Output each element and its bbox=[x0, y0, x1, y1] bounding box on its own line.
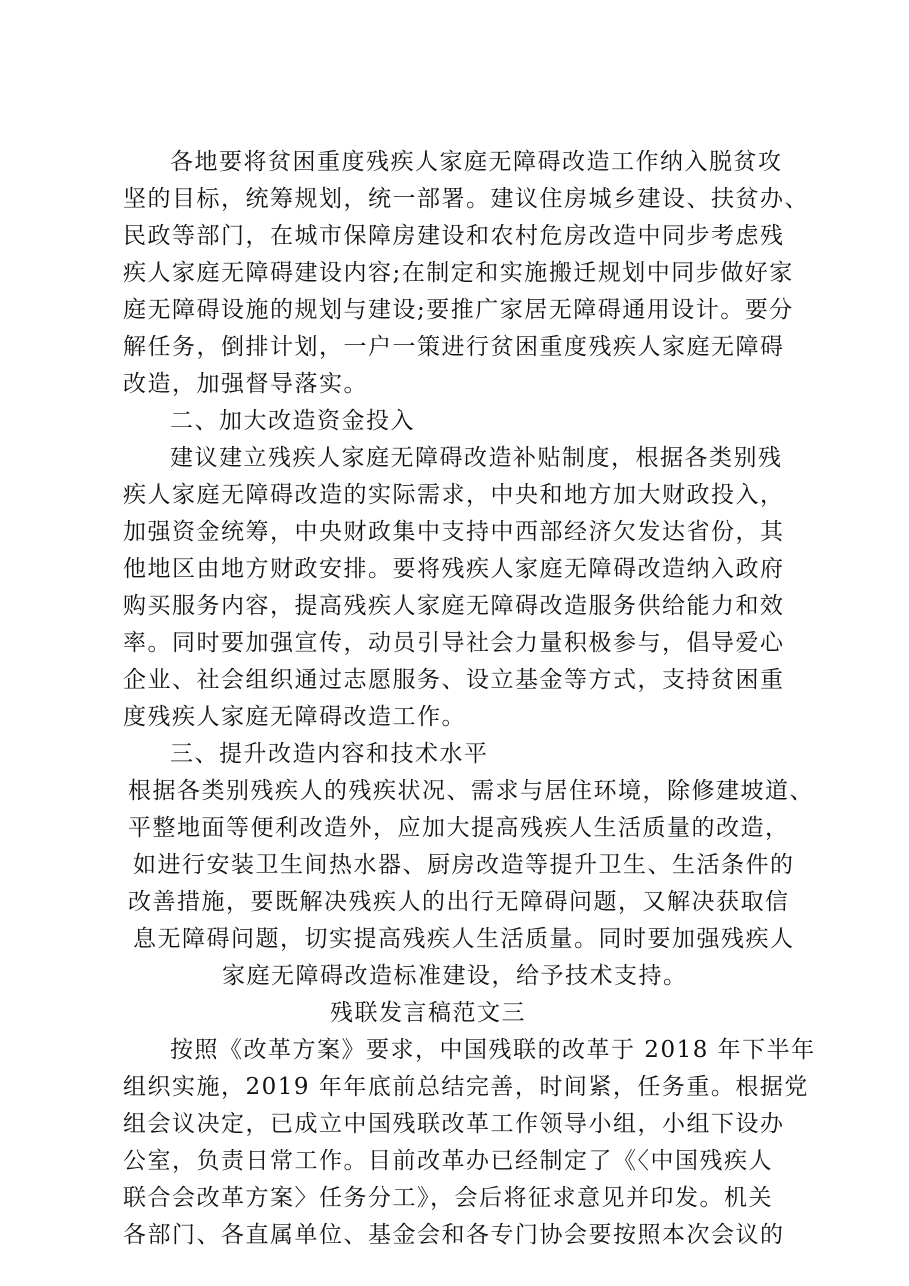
paragraph-line: 改造，加强督导落实。 bbox=[123, 371, 368, 397]
paragraph-line: 率。同时要加强宣传，动员引导社会力量积极参与，倡导爱心 bbox=[123, 630, 785, 656]
paragraph-line: 庭无障碍设施的规划与建设;要推广家居无障碍通用设计。要分 bbox=[123, 297, 794, 323]
paragraph-line: 家庭无障碍改造标准建设，给予技术支持。 bbox=[222, 963, 688, 989]
paragraph-line: 按照《改革方案》要求，中国残联的改革于 2018 年下半年 bbox=[170, 1037, 816, 1063]
paragraph-line: 解任务，倒排计划，一户一策进行贫困重度残疾人家庭无障碍 bbox=[123, 334, 785, 360]
paragraph-line: 各部门、各直属单位、基金会和各专门协会要按照本次会议的 bbox=[123, 1222, 785, 1248]
paragraph-line: 如进行安装卫生间热水器、厨房改造等提升卫生、生活条件的 bbox=[133, 852, 795, 878]
paragraph-line: 疾人家庭无障碍改造的实际需求，中央和地方加大财政投入， bbox=[123, 482, 785, 508]
document-title: 残联发言稿范文三 bbox=[330, 1000, 526, 1026]
paragraph-line: 平整地面等便利改造外，应加大提高残疾人生活质量的改造， bbox=[128, 815, 790, 841]
paragraph-line: 企业、社会组织通过志愿服务、设立基金等方式，支持贫困重 bbox=[123, 667, 785, 693]
paragraph-line: 改善措施，要既解决残疾人的出行无障碍问题，又解决获取信 bbox=[128, 889, 790, 915]
paragraph-line: 各地要将贫困重度残疾人家庭无障碍改造工作纳入脱贫攻 bbox=[170, 149, 783, 175]
paragraph-line: 息无障碍问题，切实提高残疾人生活质量。同时要加强残疾人 bbox=[133, 926, 795, 952]
paragraph-line: 度残疾人家庭无障碍改造工作。 bbox=[123, 704, 466, 730]
paragraph-line: 购买服务内容，提高残疾人家庭无障碍改造服务供给能力和效 bbox=[123, 593, 785, 619]
paragraph-line: 加强资金统筹，中央财政集中支持中西部经济欠发达省份，其 bbox=[123, 519, 785, 545]
paragraph-line: 组织实施，2019 年年底前总结完善，时间紧，任务重。根据党 bbox=[123, 1074, 809, 1100]
paragraph-line: 组会议决定，已成立中国残联改革工作领导小组，小组下设办 bbox=[123, 1111, 785, 1137]
paragraph-line: 根据各类别残疾人的残疾状况、需求与居住环境，除修建坡道、 bbox=[128, 778, 814, 804]
paragraph-line: 他地区由地方财政安排。要将残疾人家庭无障碍改造纳入政府 bbox=[123, 556, 785, 582]
paragraph-line: 坚的目标，统筹规划，统一部署。建议住房城乡建设、扶贫办、 bbox=[123, 186, 809, 212]
section-heading: 三、提升改造内容和技术水平 bbox=[170, 741, 489, 767]
paragraph-line: 联合会改革方案〉任务分工》，会后将征求意见并印发。机关 bbox=[123, 1185, 773, 1211]
paragraph-line: 公室，负责日常工作。目前改革办已经制定了《〈中国残疾人 bbox=[123, 1148, 773, 1174]
paragraph-line: 建议建立残疾人家庭无障碍改造补贴制度，根据各类别残 bbox=[170, 445, 783, 471]
section-heading: 二、加大改造资金投入 bbox=[170, 408, 415, 434]
paragraph-line: 民政等部门，在城市保障房建设和农村危房改造中同步考虑残 bbox=[123, 223, 785, 249]
paragraph-line: 疾人家庭无障碍建设内容;在制定和实施搬迁规划中同步做好家 bbox=[123, 260, 794, 286]
